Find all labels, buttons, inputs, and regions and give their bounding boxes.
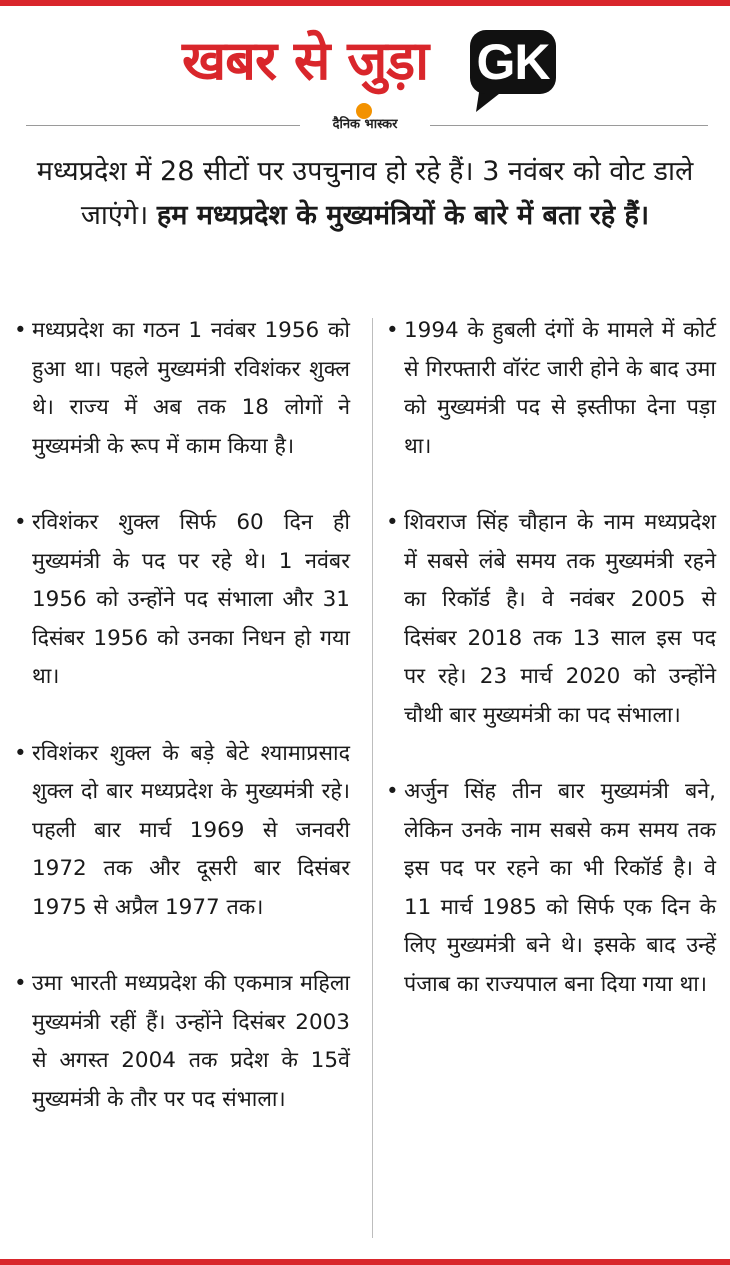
fact-item <box>12 504 350 697</box>
bottom-border <box>0 1259 730 1265</box>
fact-item <box>12 735 350 928</box>
left-column <box>12 312 350 1119</box>
gk-badge <box>470 30 556 112</box>
fact-text: मध्यप्रदेश का गठन 1 नवंबर 1956 को हुआ था। पहले मुख्यमंत्री रविशंकर शुक्ल थे। राज्य में अब तक 18 लोगों ने मुख्यमंत्री के रूप में काम किया है। <box>32 318 350 459</box>
fact-text: रविशंकर शुक्ल सिर्फ 60 दिन ही मुख्यमंत्री के पद पर रहे थे। 1 नवंबर 1956 को उन्होंने पद संभाला और 31 दिसंबर 1956 को उनका निधन हो गया था। <box>32 510 350 689</box>
fact-item <box>384 312 716 466</box>
column-divider <box>372 318 373 1238</box>
intro-text <box>14 150 716 238</box>
fact-text: अर्जुन सिंह तीन बार मुख्यमंत्री बने, लेकिन उनके नाम सबसे कम समय तक इस पद पर रहने का भी रिकॉर्ड है। वे 11 मार्च 1985 को सिर्फ एक दिन के लिए मुख्यमंत्री बने थे। इसके बाद उन्हें पंजाब का राज्यपाल बना दिया गया था। <box>404 779 716 997</box>
gk-label: GK <box>470 30 556 94</box>
right-column <box>384 312 716 1004</box>
bullet-icon: • <box>386 318 399 343</box>
brand-divider-right <box>430 125 708 126</box>
fact-text: 1994 के हुबली दंगों के मामले में कोर्ट से गिरफ्तारी वॉरंट जारी होने के बाद उमा को मुख्यमंत्री पद से इस्तीफा देना पड़ा था। <box>404 318 716 459</box>
fact-text: उमा भारती मध्यप्रदेश की एकमात्र महिला मुख्यमंत्री रहीं हैं। उन्होंने दिसंबर 2003 से अगस्त 2004 तक प्रदेश के 15वें मुख्यमंत्री के तौर पर पद संभाला। <box>32 971 350 1112</box>
bullet-icon: • <box>14 971 27 996</box>
fact-item <box>12 965 350 1119</box>
fact-text: रविशंकर शुक्ल के बड़े बेटे श्यामाप्रसाद शुक्ल दो बार मध्यप्रदेश के मुख्यमंत्री रहे। पहली बार मार्च 1969 से जनवरी 1972 तक और दूसरी बार दिसंबर 1975 से अप्रैल 1977 तक। <box>32 740 350 920</box>
bullet-icon: • <box>386 510 399 535</box>
fact-item <box>12 312 350 466</box>
intro-bold: हम मध्यप्रदेश के मुख्यमंत्रियों के बारे में बता रहे हैं। <box>156 200 650 231</box>
bullet-icon: • <box>14 510 27 535</box>
fact-text: शिवराज सिंह चौहान के नाम मध्यप्रदेश में सबसे लंबे समय तक मुख्यमंत्री रहने का रिकॉर्ड है। वे नवंबर 2005 से दिसंबर 2018 तक 13 साल इस पद पर रहे। 23 मार्च 2020 को उन्होंने चौथी बार मुख्यमंत्री का पद संभाला। <box>404 510 716 728</box>
fact-item <box>384 504 716 735</box>
bullet-icon: • <box>386 779 399 804</box>
brand-divider-left <box>26 125 300 126</box>
fact-item <box>384 773 716 1004</box>
intro-plain: मध्यप्रदेश में 28 सीटों पर उपचुनाव हो रहे हैं। 3 नवंबर को वोट डाले जाएंगे। <box>36 156 694 231</box>
brand-logo: दैनिक भास्कर <box>332 117 398 132</box>
page-title: खबर से जुड़ा <box>182 29 429 92</box>
bullet-icon: • <box>14 740 27 766</box>
bullet-icon: • <box>14 318 27 343</box>
